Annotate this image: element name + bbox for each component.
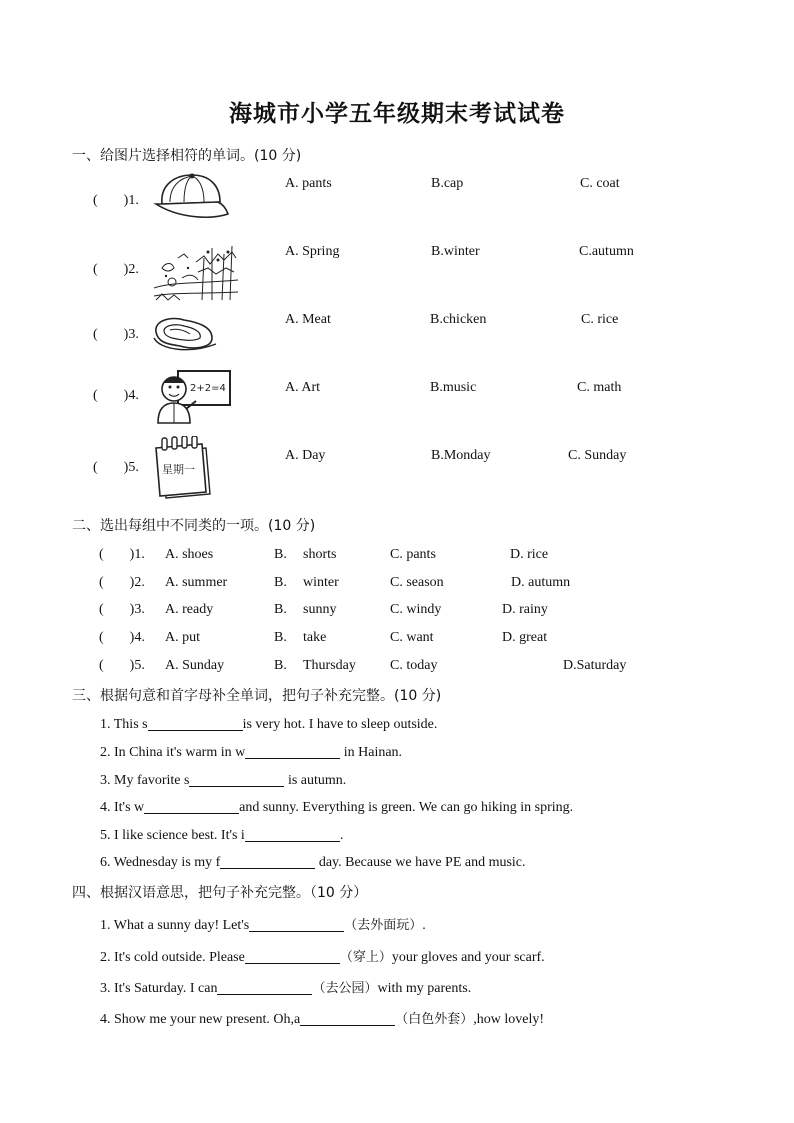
fill-blank[interactable] [245,827,340,842]
s1-2-option-a: A. Spring [285,244,340,259]
section-1-heading: 一、给图片选择相符的单词。(10 分) [72,148,302,164]
s2-5-option-b-letter: B. [274,658,287,673]
fill-blank[interactable] [189,772,284,787]
s3-sentence-3: 3. My favorite s is autumn. [100,773,347,788]
s2-4-option-b: take [303,630,327,645]
s3-sentence-6: 6. Wednesday is my f day. Because we have PE and music. [100,855,526,870]
cap-icon [148,172,230,222]
s2-2-option-b: winter [303,575,339,590]
s2-4-option-b-letter: B. [274,630,287,645]
s1-5-option-c: C. Sunday [568,448,627,463]
answer-paren[interactable]: ( )3. [99,602,145,617]
s2-3-option-a: A. ready [165,602,214,617]
s2-2-option-a: A. summer [165,575,228,590]
section-3-heading: 三、根据句意和首字母补全单词，把句子补充完整。(10 分) [72,688,442,704]
s4-sentence-3: 3. It's Saturday. I can （去公园）with my parents. [100,981,472,996]
answer-paren[interactable]: ( )4. [99,630,145,645]
s2-3-option-b-letter: B. [274,602,287,617]
s1-3-option-b: B.chicken [430,312,487,327]
s2-5-option-a: A. Sunday [165,658,225,673]
answer-paren[interactable]: ( )3. [93,327,139,342]
s3-sentence-1: 1. This s is very hot. I have to sleep outside. [100,717,438,732]
s2-1-option-c: C. pants [390,547,436,562]
fill-blank[interactable] [220,854,315,869]
fill-blank[interactable] [245,744,340,759]
svg-text:2+2=4: 2+2=4 [190,383,226,394]
answer-paren[interactable]: ( )5. [93,460,139,475]
s2-1-option-d: D. rice [510,547,549,562]
s4-sentence-1: 1. What a sunny day! Let's （去外面玩）. [100,918,426,933]
s1-4-option-b: B.music [430,380,477,395]
page-title: 海城市小学五年级期末考试试卷 [229,101,565,127]
s4-sentence-4: 4. Show me your new present. Oh,a （白色外套）,how lovely! [100,1012,545,1027]
meat-icon [150,312,220,354]
s2-3-option-c: C. windy [390,602,442,617]
answer-paren[interactable]: ( )4. [93,388,139,403]
s2-2-option-d: D. autumn [511,575,571,590]
fill-blank[interactable] [249,917,344,932]
s2-5-option-c: C. today [390,658,438,673]
s2-5-option-b: Thursday [303,658,356,673]
s2-3-option-b: sunny [303,602,337,617]
s2-4-option-a: A. put [165,630,200,645]
answer-paren[interactable]: ( )1. [99,547,145,562]
fill-blank[interactable] [144,799,239,814]
s2-1-option-a: A. shoes [165,547,214,562]
s2-4-option-d: D. great [502,630,548,645]
s1-1-option-a: A. pants [285,176,332,191]
s4-sentence-2: 2. It's cold outside. Please （穿上）your gloves and your scarf. [100,950,545,965]
fill-blank[interactable] [148,716,243,731]
s1-4-option-c: C. math [577,380,622,395]
s3-sentence-4: 4. It's w and sunny. Everything is green. We can go hiking in spring. [100,800,574,815]
s2-2-option-c: C. season [390,575,444,590]
s2-3-option-d: D. rainy [502,602,548,617]
s2-1-option-b: shorts [303,547,337,562]
teacher-board-icon [150,365,232,425]
section-2-heading: 二、选出每组中不同类的一项。(10 分) [72,518,316,534]
s3-sentence-2: 2. In China it's warm in w in Hainan. [100,745,403,760]
s1-3-option-c: C. rice [581,312,619,327]
autumn-scene-icon [152,238,238,302]
s2-4-option-c: C. want [390,630,434,645]
calendar-icon [150,436,212,500]
fill-blank[interactable] [217,980,312,995]
s1-5-option-b: B.Monday [431,448,491,463]
s2-1-option-b-letter: B. [274,547,287,562]
answer-paren[interactable]: ( )2. [99,575,145,590]
section-4-heading: 四、根据汉语意思，把句子补充完整。（10 分） [72,885,368,901]
answer-paren[interactable]: ( )2. [93,262,139,277]
s1-5-option-a: A. Day [285,448,326,463]
svg-text:星期一: 星期一 [162,463,195,476]
s1-2-option-b: B.winter [431,244,480,259]
s1-3-option-a: A. Meat [285,312,331,327]
answer-paren[interactable]: ( )5. [99,658,145,673]
s1-4-option-a: A. Art [285,380,320,395]
s2-2-option-b-letter: B. [274,575,287,590]
s1-2-option-c: C.autumn [579,244,634,259]
s3-sentence-5: 5. I like science best. It's i . [100,828,344,843]
s2-5-option-d: D.Saturday [563,658,627,673]
s1-1-option-c: C. coat [580,176,620,191]
answer-paren[interactable]: ( )1. [93,193,139,208]
s1-1-option-b: B.cap [431,176,464,191]
fill-blank[interactable] [300,1011,395,1026]
fill-blank[interactable] [245,949,340,964]
